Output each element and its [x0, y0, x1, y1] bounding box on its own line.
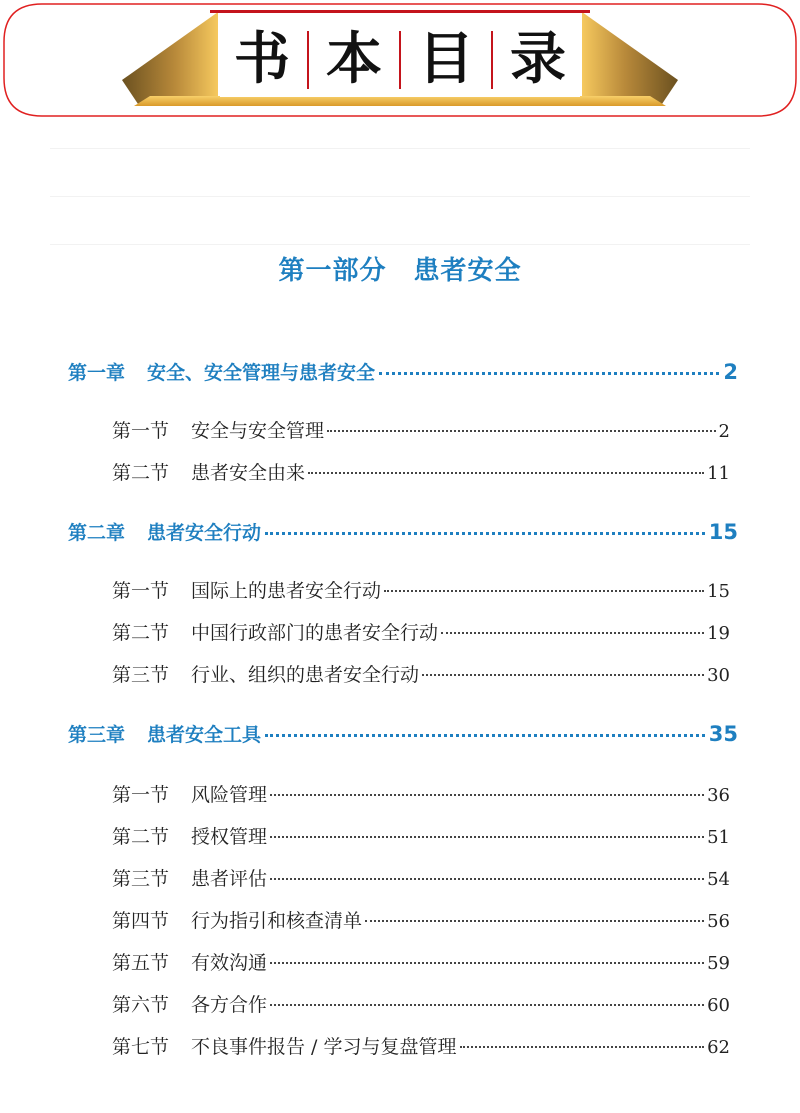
chapter-number: 第三章	[68, 724, 126, 746]
section-number: 第三节	[112, 868, 170, 890]
section-title: 安全与安全管理	[191, 420, 325, 442]
banner-divider	[307, 31, 309, 89]
section-page: 11	[707, 463, 730, 484]
section-number: 第一节	[112, 784, 170, 806]
section-entry[interactable]	[112, 822, 730, 850]
chapter-title: 患者安全工具	[147, 724, 262, 746]
section-entry[interactable]	[112, 660, 730, 688]
section-entry[interactable]	[112, 458, 730, 486]
section-page: 62	[707, 1037, 730, 1058]
dot-leader	[270, 878, 704, 880]
section-entry[interactable]	[112, 780, 730, 808]
banner-title	[222, 14, 578, 106]
section-title: 不良事件报告 / 学习与复盘管理	[191, 1036, 457, 1058]
section-title: 患者安全由来	[191, 462, 306, 484]
chapter-page: 35	[708, 722, 738, 746]
section-number: 第一节	[112, 420, 170, 442]
dot-leader	[422, 674, 704, 676]
chapter-number: 第一章	[68, 362, 126, 384]
chapter-title: 安全、安全管理与患者安全	[147, 362, 376, 384]
section-page: 19	[707, 623, 730, 644]
section-number: 第三节	[112, 664, 170, 686]
chapter-number: 第二章	[68, 522, 126, 544]
dot-leader	[365, 920, 704, 922]
section-title: 行为指引和核查清单	[191, 910, 363, 932]
dot-leader	[441, 632, 704, 634]
section-page: 30	[707, 665, 730, 686]
chapter-entry[interactable]	[68, 720, 738, 750]
bleed-line	[50, 244, 750, 245]
section-number: 第五节	[112, 952, 170, 974]
section-page: 2	[718, 421, 730, 442]
section-title: 行业、组织的患者安全行动	[191, 664, 420, 686]
bleed-line	[50, 196, 750, 197]
dot-leader	[265, 532, 705, 535]
chapter-entry[interactable]	[68, 518, 738, 548]
dot-leader	[270, 794, 704, 796]
dot-leader	[308, 472, 704, 474]
section-page: 15	[707, 581, 730, 602]
section-number: 第六节	[112, 994, 170, 1016]
dot-leader	[265, 734, 705, 737]
banner-title-char: 书	[234, 27, 290, 92]
banner-divider	[399, 31, 401, 89]
section-entry[interactable]	[112, 906, 730, 934]
dot-leader	[270, 836, 704, 838]
section-number: 第二节	[112, 462, 170, 484]
section-page: 51	[707, 827, 730, 848]
part-title: 第一部分 患者安全	[278, 256, 522, 286]
section-entry[interactable]	[112, 990, 730, 1018]
chapter-entry[interactable]	[68, 358, 738, 388]
section-number: 第一节	[112, 580, 170, 602]
section-entry[interactable]	[112, 618, 730, 646]
chapter-page: 15	[708, 520, 738, 544]
dot-leader	[327, 430, 716, 432]
dot-leader	[270, 1004, 704, 1006]
banner-title-char: 本	[326, 27, 382, 92]
dot-leader	[379, 372, 719, 375]
section-title: 风险管理	[191, 784, 268, 806]
dot-leader	[384, 590, 704, 592]
banner-left-wedge	[122, 12, 218, 104]
section-title: 授权管理	[191, 826, 268, 848]
banner-title-char: 目	[418, 27, 474, 92]
section-number: 第四节	[112, 910, 170, 932]
banner-title-char: 录	[510, 27, 566, 92]
bleed-line	[50, 148, 750, 149]
section-number: 第二节	[112, 826, 170, 848]
section-title: 中国行政部门的患者安全行动	[191, 622, 439, 644]
chapter-page: 2	[723, 360, 738, 384]
section-number: 第二节	[112, 622, 170, 644]
section-page: 54	[707, 869, 730, 890]
section-entry[interactable]	[112, 416, 730, 444]
section-number: 第七节	[112, 1036, 170, 1058]
section-title: 有效沟通	[191, 952, 268, 974]
section-page: 59	[707, 953, 730, 974]
section-entry[interactable]	[112, 948, 730, 976]
dot-leader	[460, 1046, 705, 1048]
section-page: 56	[707, 911, 730, 932]
section-title: 患者评估	[191, 868, 268, 890]
banner-divider	[491, 31, 493, 89]
section-title: 各方合作	[191, 994, 268, 1016]
section-page: 36	[707, 785, 730, 806]
banner-right-wedge	[582, 12, 678, 104]
section-entry[interactable]	[112, 864, 730, 892]
section-page: 60	[707, 995, 730, 1016]
section-entry[interactable]	[112, 576, 730, 604]
section-title: 国际上的患者安全行动	[191, 580, 382, 602]
chapter-title: 患者安全行动	[147, 522, 262, 544]
section-entry[interactable]	[112, 1032, 730, 1060]
dot-leader	[270, 962, 704, 964]
